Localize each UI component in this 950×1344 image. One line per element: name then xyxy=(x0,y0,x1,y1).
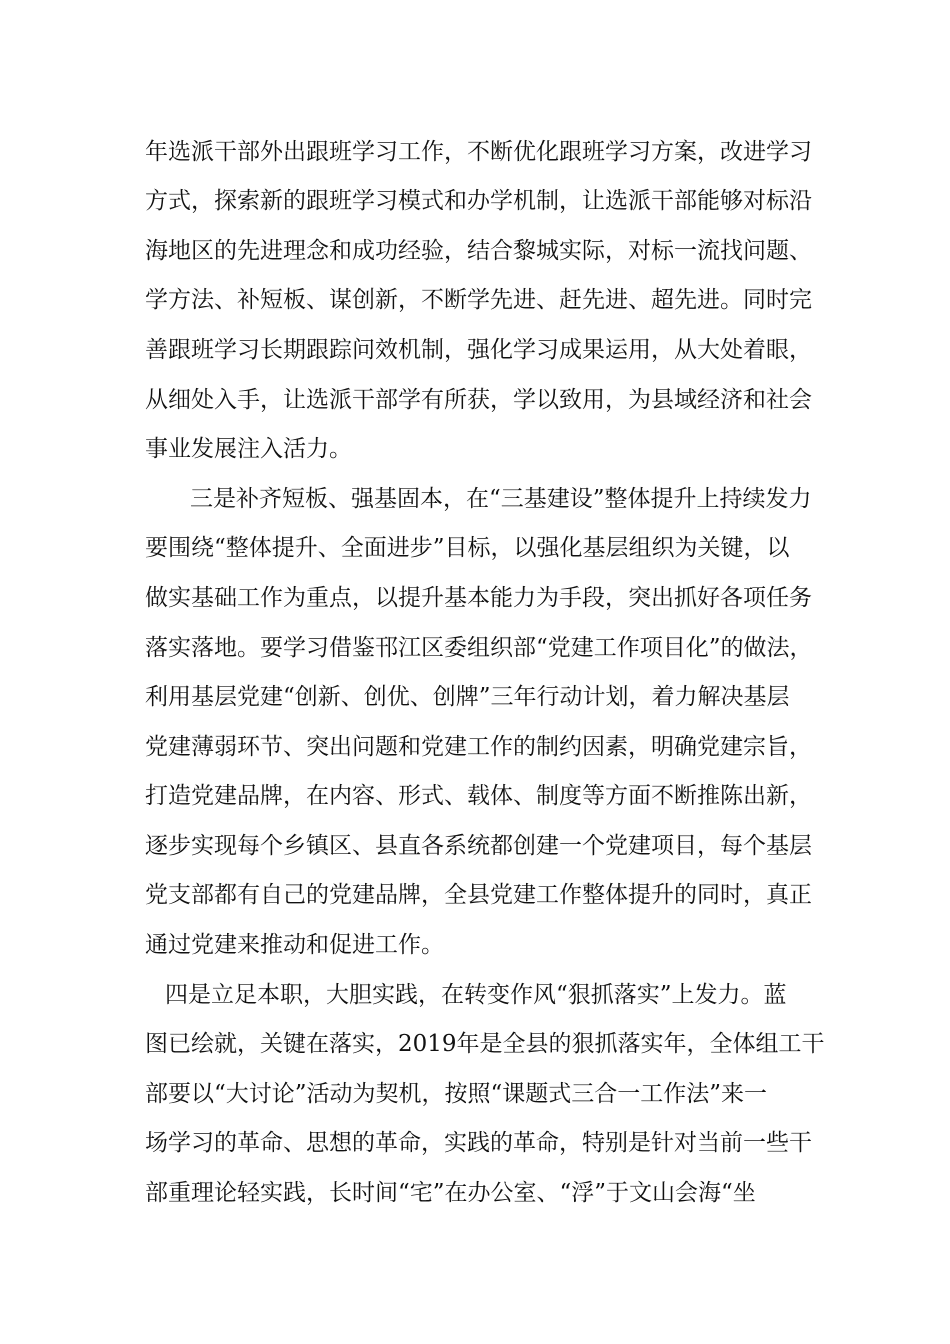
text-line: 落实落地。要学习借鉴邗江区委组织部“党建工作项目化”的做法， xyxy=(145,635,813,661)
text-line: 通过党建来推动和促进工作。 xyxy=(145,932,444,958)
text-line: 场学习的革命、思想的革命，实践的革命，特别是针对当前一些干 xyxy=(145,1130,812,1156)
text-line: 图已绘就，关键在落实，2019年是全县的狠抓落实年，全体组工干 xyxy=(145,1031,825,1057)
text-line: 部重理论轻实践，长时间“宅”在办公室、“浮”于文山会海“坐 xyxy=(145,1180,756,1206)
text-line: 部要以“大讨论”活动为契机，按照“课题式三合一工作法”来一 xyxy=(145,1081,768,1107)
text-line: 事业发展注入活力。 xyxy=(145,436,352,462)
text-line: 从细处入手，让选派干部学有所获，学以致用，为县域经济和社会 xyxy=(145,387,812,413)
text-line: 年选派干部外出跟班学习工作，不断优化跟班学习方案，改进学习 xyxy=(145,139,812,165)
text-line: 方式，探索新的跟班学习模式和办学机制，让选派干部能够对标沿 xyxy=(145,188,812,214)
paragraph-start-line: 三是补齐短板、强基固本，在“三基建设”整体提升上持续发力 xyxy=(190,486,812,512)
text-line: 做实基础工作为重点，以提升基本能力为手段，突出抓好各项任务 xyxy=(145,585,812,611)
text-line: 善跟班学习长期跟踪问效机制，强化学习成果运用，从大处着眼， xyxy=(145,337,812,363)
text-line: 要围绕“整体提升、全面进步”目标，以强化基层组织为关键，以 xyxy=(145,535,790,561)
paragraph-start-line: 四是立足本职，大胆实践，在转变作风“狠抓落实”上发力。蓝 xyxy=(165,982,787,1008)
text-line: 海地区的先进理念和成功经验，结合黎城实际，对标一流找问题、 xyxy=(145,238,812,264)
text-line: 学方法、补短板、谋创新，不断学先进、赶先进、超先进。同时完 xyxy=(145,287,812,313)
text-line: 打造党建品牌，在内容、形式、载体、制度等方面不断推陈出新， xyxy=(145,783,812,809)
text-line: 党建薄弱环节、突出问题和党建工作的制约因素，明确党建宗旨， xyxy=(145,734,812,760)
text-line: 利用基层党建“创新、创优、创牌”三年行动计划，着力解决基层 xyxy=(145,684,790,710)
text-line: 党支部都有自己的党建品牌，全县党建工作整体提升的同时，真正 xyxy=(145,882,812,908)
text-line: 逐步实现每个乡镇区、县直各系统都创建一个党建项目，每个基层 xyxy=(145,833,812,859)
